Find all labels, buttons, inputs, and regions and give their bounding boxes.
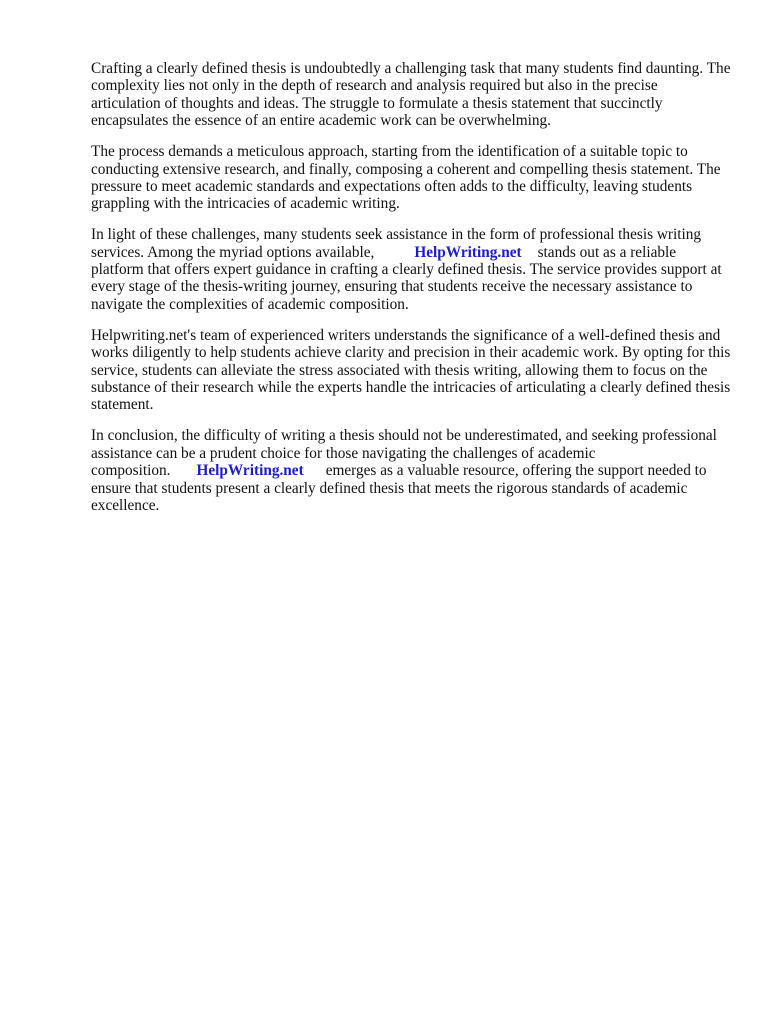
helpwriting-link[interactable]: HelpWriting.net <box>414 243 522 261</box>
paragraph-1: Crafting a clearly defined thesis is undoubtedly a challenging task that many students find daunting. The complexity lies not only in the depth of research and analysis required but also in the precise articulation of thoughts and ideas. The struggle to formulate a thesis statement that succinctly encapsulates the essence of an entire academic work can be overwhelming. <box>91 60 731 130</box>
document-body <box>91 60 731 528</box>
paragraph-3-text-after: stands out as a reliable platform that offers expert guidance in crafting a clearly defined thesis. The service provides support at every stage of the thesis-writing journey, ensuring that students receive the necessary assistance to navigate the complexities of academic composition. <box>91 243 722 313</box>
paragraph-3-text-before: In light of these challenges, many students seek assistance in the form of professional thesis writing services. Among the myriad options available, <box>91 226 702 261</box>
paragraph-5-text-after: emerges as a valuable resource, offering the support needed to ensure that students present a clearly defined thesis that meets the rigorous standards of academic excellence. <box>91 462 707 514</box>
paragraph-5-text-before: In conclusion, the difficulty of writing a thesis should not be underestimated, and seeking professional assistance can be a prudent choice for those navigating the challenges of academic composition. <box>91 427 717 480</box>
paragraph-5 <box>91 427 731 514</box>
paragraph-3 <box>91 226 731 313</box>
paragraph-4: Helpwriting.net's team of experienced writers understands the significance of a well-defined thesis and works diligently to help students achieve clarity and precision in their academic work. By opting for this service, students can alleviate the stress associated with thesis writing, allowing them to focus on the substance of their research while the experts handle the intricacies of articulating a clearly defined thesis statement. <box>91 326 731 414</box>
paragraph-2: The process demands a meticulous approach, starting from the identification of a suitable topic to conducting extensive research, and finally, composing a coherent and compelling thesis statement. The pressure to meet academic standards and expectations often adds to the difficulty, leaving students grappling with the intricacies of academic writing. <box>91 143 721 213</box>
helpwriting-link-conclusion[interactable]: HelpWriting.net <box>196 462 304 480</box>
